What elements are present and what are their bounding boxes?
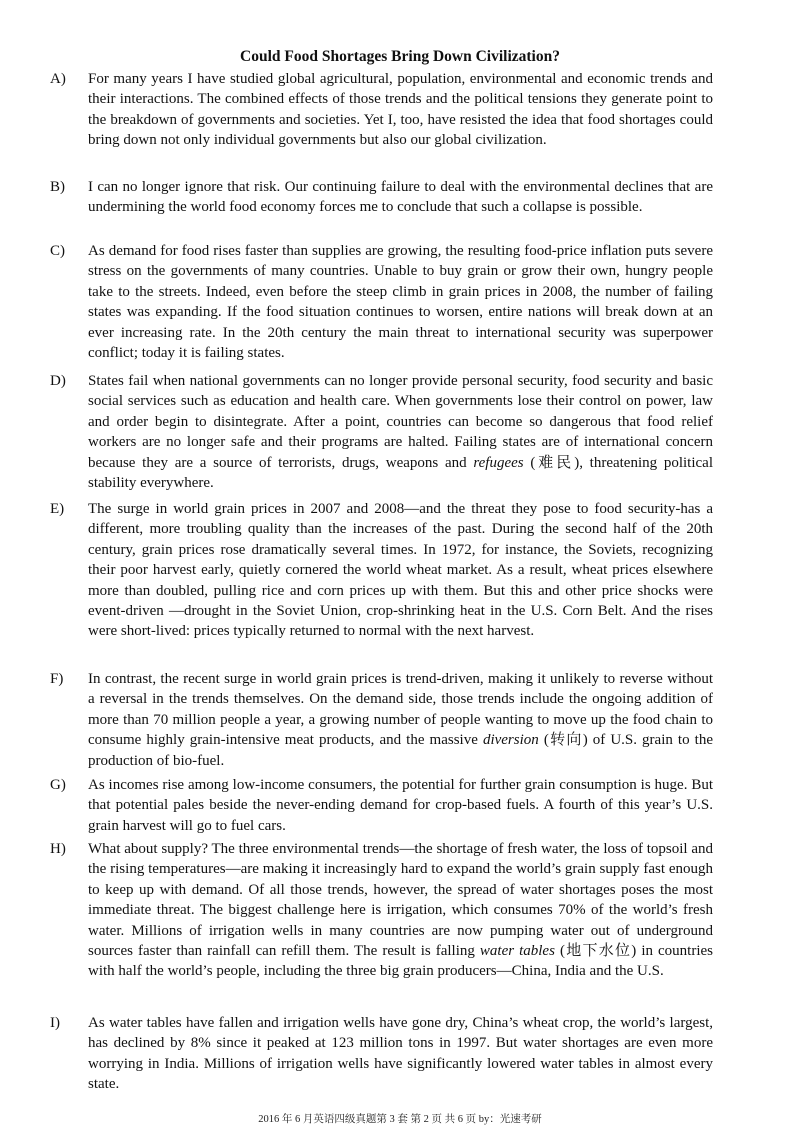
- paragraph-text: As incomes rise among low-income consumers, the potential for further grain consumption is huge. But that potential pales beside the never-ending demand for crop-based fuels. A fourth of this year’s U.S. grain harvest will go to fuel cars.: [88, 777, 713, 834]
- paragraph-letter: B): [50, 179, 65, 195]
- paragraph-h: [50, 839, 713, 982]
- paragraph-text: In contrast, the recent surge in world grain prices is trend-driven, making it unlikely to reverse without a reversal in the trends themselves. On the demand side, those trends include the ongoing addition of more than 70 million people a year, a growing number of people wanting to move up the food chain to consume highly grain-intensive meat products, and the massive diversion (转向) of U.S. grain to the production of bio-fuel.: [88, 671, 713, 769]
- paragraph-b: [50, 177, 713, 218]
- paragraph-letter: E): [50, 501, 65, 517]
- paragraph-i: [50, 1013, 713, 1095]
- paragraph-letter: D): [50, 373, 66, 389]
- paragraph-text: As demand for food rises faster than supplies are growing, the resulting food-price inflation puts severe stress on the governments of many countries. Unable to buy grain or grow their own, hungry people take to the streets. Indeed, even before the steep climb in grain prices in 2008, the number of failing states was expanding. If the food situation continues to worsen, entire nations will break down at an ever increasing rate. In the 20th century the main threat to international security was superpower conflict; today it is failing states.: [88, 243, 713, 362]
- paragraph-text: The surge in world grain prices in 2007 and 2008—and the threat they pose to food security-has a different, more troubling quality than the increases of the past. During the second half of the 20th century, grain prices rose dramatically several times. In 1972, for instance, the Soviets, recognizing their poor harvest early, quietly cornered the world wheat market. As a result, wheat prices elsewhere more than doubled, pulling rice and corn prices up with them. But this and other price shocks were event-driven —drought in the Soviet Union, crop-shrinking heat in the U.S. Corn Belt. And the rises were short-lived: prices typically returned to normal with the next harvest.: [88, 501, 713, 640]
- paragraph-f: [50, 669, 713, 771]
- paragraph-a: [50, 69, 713, 151]
- paragraph-letter: C): [50, 243, 65, 259]
- paragraph-letter: A): [50, 71, 66, 87]
- paragraph-text: States fail when national governments can no longer provide personal security, food security and basic social services such as education and health care. When governments lose their control on power, law and order begin to disintegrate. After a point, countries can become so dangerous that food relief workers are no longer safe and their programs are halted. Failing states are of international concern because they are a source of terrorists, drugs, weapons and refugees (难民), threatening political stability everywhere.: [88, 373, 714, 492]
- paragraph-text: I can no longer ignore that risk. Our continuing failure to deal with the environmental declines that are undermining the world food economy forces me to conclude that such a collapse is possible.: [88, 179, 713, 216]
- paragraph-letter: I): [50, 1015, 60, 1031]
- page-footer: 2016 年 6 月英语四级真题第 3 套 第 2 页 共 6 页 by：光速考研: [258, 1114, 542, 1125]
- paragraph-letter: F): [50, 671, 64, 687]
- paragraph-d: [50, 371, 714, 493]
- paragraph-c: [50, 241, 713, 363]
- paragraph-letter: G): [50, 777, 66, 793]
- paragraph-text: What about supply? The three environmental trends—the shortage of fresh water, the loss of topsoil and the rising temperatures—are making it increasingly hard to expand the world’s grain supply fast enough to keep up with demand. Of all those trends, however, the spread of water shortages poses the most immediate threat. The biggest challenge here is irrigation, which consumes 70% of the world’s fresh water. Millions of irrigation wells in many countries are now pumping water out of underground sources faster than rainfall can refill them. The result is falling water tables (地下水位) in countries with half the world’s people, including the three big grain producers—China, India and the U.S.: [88, 841, 713, 980]
- paragraph-e: [50, 499, 713, 642]
- glossed-term: refugees: [473, 454, 524, 471]
- paragraph-text: For many years I have studied global agricultural, population, environmental and economic trends and their interactions. The combined effects of those trends and the political tensions they generate point to the breakdown of governments and societies. Yet I, too, have resisted the idea that food shortages could bring down not only individual governments but also our global civilization.: [88, 71, 713, 149]
- paragraph-letter: H): [50, 841, 66, 857]
- page-title: Could Food Shortages Bring Down Civilization?: [240, 48, 560, 65]
- paragraph-g: [50, 775, 713, 836]
- glossed-term: diversion: [482, 732, 539, 749]
- glossed-term: water tables: [479, 943, 555, 960]
- paragraph-text: As water tables have fallen and irrigation wells have gone dry, China’s wheat crop, the world’s largest, has declined by 8% since it peaked at 123 million tons in 1997. But water shortages are even more worrying in India. Millions of irrigation wells have significantly lowered water tables in almost every state.: [88, 1015, 713, 1093]
